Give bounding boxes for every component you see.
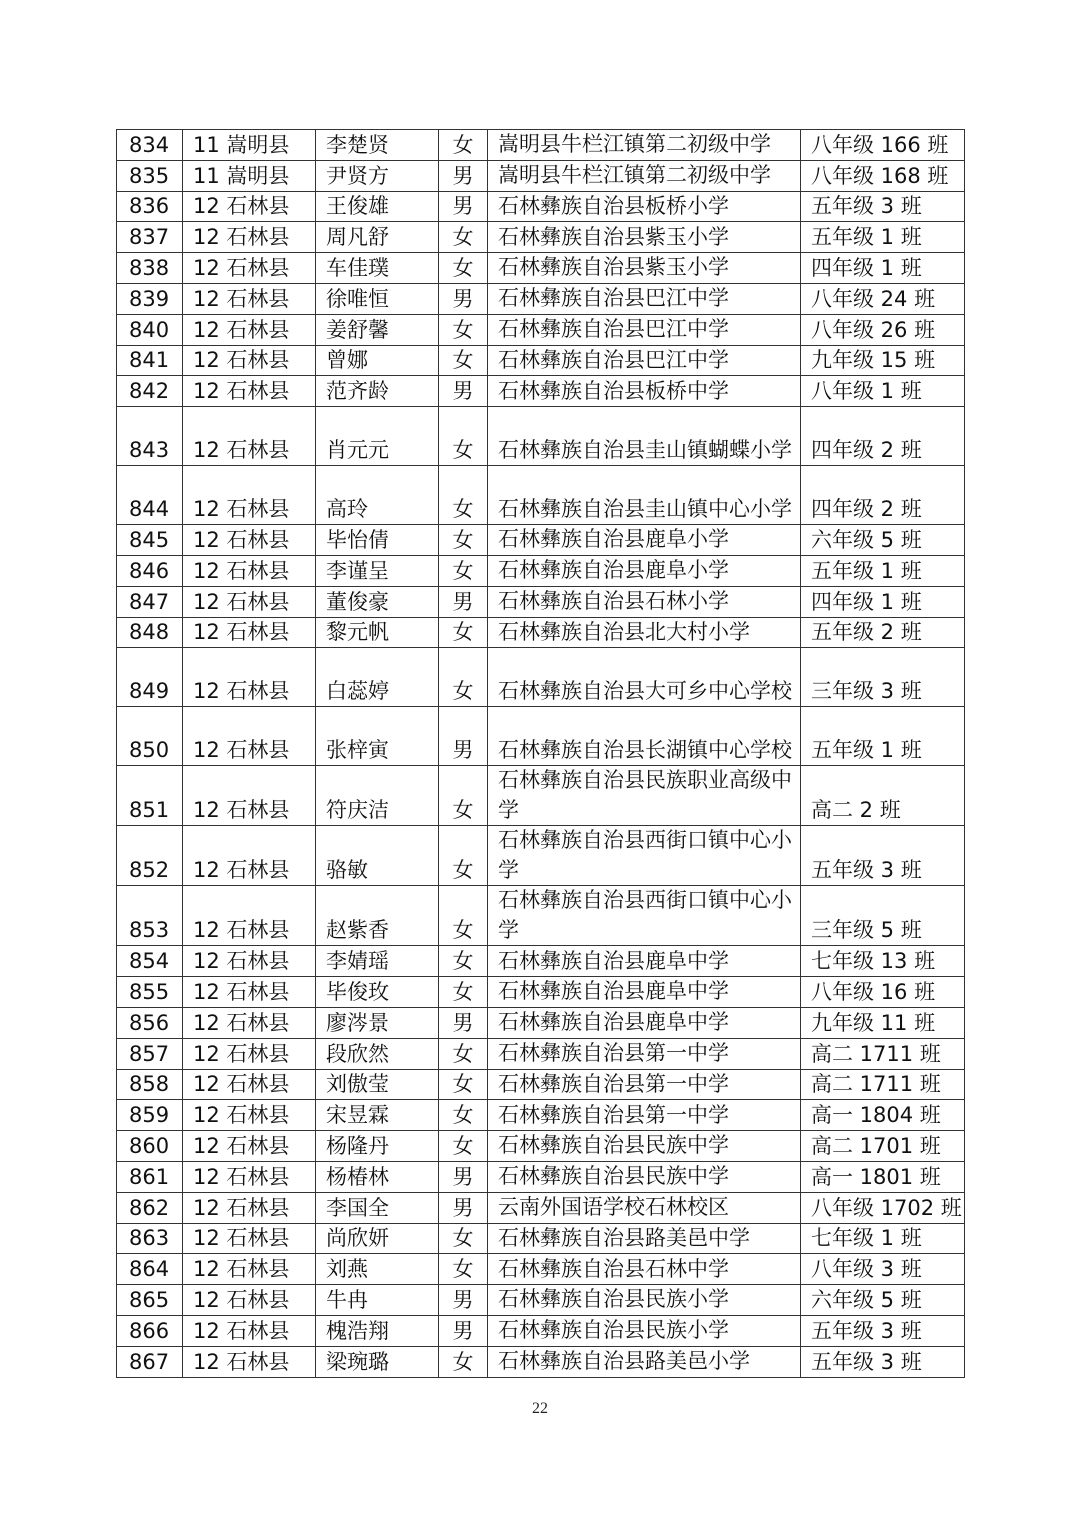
cell-class: 八年级 168 班: [801, 160, 965, 191]
table-row: [117, 826, 965, 886]
cell-class: 八年级 1 班: [801, 376, 965, 407]
cell-class: 三年级 3 班: [801, 648, 965, 707]
cell-class: 高二 2 班: [801, 766, 965, 826]
cell-school: 石林彝族自治县石林小学: [488, 586, 801, 617]
cell-number: 834: [117, 130, 183, 161]
cell-county: 12 石林县: [183, 766, 316, 826]
cell-gender: 女: [439, 648, 488, 707]
cell-school: 云南外国语学校石林校区: [488, 1192, 801, 1223]
cell-county: 12 石林县: [183, 466, 316, 525]
table-row: [117, 222, 965, 253]
cell-gender: 男: [439, 1315, 488, 1346]
cell-student-name: 毕怡倩: [316, 525, 439, 556]
cell-number: 858: [117, 1069, 183, 1100]
cell-county: 12 石林县: [183, 1161, 316, 1192]
cell-gender: 男: [439, 191, 488, 222]
cell-school: 石林彝族自治县大可乡中心学校: [488, 648, 801, 707]
cell-class: 五年级 2 班: [801, 617, 965, 648]
cell-county: 12 石林县: [183, 525, 316, 556]
cell-student-name: 王俊雄: [316, 191, 439, 222]
cell-class: 八年级 16 班: [801, 977, 965, 1008]
cell-county: 12 石林县: [183, 586, 316, 617]
cell-school: 石林彝族自治县路美邑中学: [488, 1223, 801, 1254]
cell-gender: 男: [439, 707, 488, 766]
table-row: [117, 466, 965, 525]
cell-school: 石林彝族自治县第一中学: [488, 1069, 801, 1100]
table-row: [117, 977, 965, 1008]
cell-county: 12 石林县: [183, 1100, 316, 1131]
cell-class: 七年级 13 班: [801, 946, 965, 977]
table-row: [117, 130, 965, 161]
cell-class: 高二 1701 班: [801, 1131, 965, 1162]
cell-gender: 女: [439, 946, 488, 977]
cell-number: 854: [117, 946, 183, 977]
cell-class: 高一 1801 班: [801, 1161, 965, 1192]
cell-number: 838: [117, 253, 183, 284]
cell-school: 石林彝族自治县鹿阜小学: [488, 525, 801, 556]
cell-school: 石林彝族自治县民族小学: [488, 1285, 801, 1316]
cell-gender: 男: [439, 1192, 488, 1223]
cell-school: 嵩明县牛栏江镇第二初级中学: [488, 130, 801, 161]
cell-school: 石林彝族自治县第一中学: [488, 1100, 801, 1131]
cell-number: 843: [117, 407, 183, 466]
cell-school: 石林彝族自治县鹿阜小学: [488, 555, 801, 586]
cell-number: 856: [117, 1007, 183, 1038]
cell-student-name: 范齐龄: [316, 376, 439, 407]
table-row: [117, 1192, 965, 1223]
table-row: [117, 525, 965, 556]
cell-county: 11 嵩明县: [183, 130, 316, 161]
cell-gender: 男: [439, 1161, 488, 1192]
cell-class: 高二 1711 班: [801, 1069, 965, 1100]
cell-school: 石林彝族自治县长湖镇中心学校: [488, 707, 801, 766]
cell-gender: 女: [439, 314, 488, 345]
cell-gender: 女: [439, 1254, 488, 1285]
cell-class: 高二 1711 班: [801, 1038, 965, 1069]
cell-county: 12 石林县: [183, 1254, 316, 1285]
cell-school: 石林彝族自治县巴江中学: [488, 345, 801, 376]
cell-class: 五年级 1 班: [801, 707, 965, 766]
cell-class: 五年级 3 班: [801, 1315, 965, 1346]
cell-class: 四年级 2 班: [801, 407, 965, 466]
cell-student-name: 廖涔景: [316, 1007, 439, 1038]
cell-student-name: 张梓寅: [316, 707, 439, 766]
table-row: [117, 1069, 965, 1100]
cell-class: 八年级 26 班: [801, 314, 965, 345]
cell-student-name: 李婧瑶: [316, 946, 439, 977]
cell-gender: 女: [439, 1346, 488, 1377]
cell-school: 石林彝族自治县鹿阜中学: [488, 977, 801, 1008]
cell-county: 12 石林县: [183, 977, 316, 1008]
cell-number: 836: [117, 191, 183, 222]
table-row: [117, 1346, 965, 1377]
table-row: [117, 314, 965, 345]
cell-student-name: 槐浩翔: [316, 1315, 439, 1346]
cell-gender: 男: [439, 283, 488, 314]
cell-class: 四年级 2 班: [801, 466, 965, 525]
cell-student-name: 李谨呈: [316, 555, 439, 586]
cell-number: 847: [117, 586, 183, 617]
cell-student-name: 尚欣妍: [316, 1223, 439, 1254]
cell-student-name: 骆敏: [316, 826, 439, 886]
cell-school: 石林彝族自治县北大村小学: [488, 617, 801, 648]
cell-school: 石林彝族自治县民族中学: [488, 1161, 801, 1192]
cell-student-name: 黎元帆: [316, 617, 439, 648]
cell-number: 850: [117, 707, 183, 766]
cell-number: 837: [117, 222, 183, 253]
cell-gender: 女: [439, 1100, 488, 1131]
cell-school: 石林彝族自治县板桥小学: [488, 191, 801, 222]
cell-school: 石林彝族自治县圭山镇蝴蝶小学: [488, 407, 801, 466]
table-row: [117, 1100, 965, 1131]
cell-gender: 女: [439, 1131, 488, 1162]
cell-class: 四年级 1 班: [801, 253, 965, 284]
cell-class: 八年级 166 班: [801, 130, 965, 161]
cell-student-name: 肖元元: [316, 407, 439, 466]
cell-gender: 女: [439, 1069, 488, 1100]
cell-county: 12 石林县: [183, 345, 316, 376]
cell-number: 844: [117, 466, 183, 525]
table-row: [117, 283, 965, 314]
table-row: [117, 586, 965, 617]
cell-gender: 男: [439, 160, 488, 191]
cell-class: 三年级 5 班: [801, 886, 965, 946]
cell-number: 865: [117, 1285, 183, 1316]
cell-school: 石林彝族自治县紫玉小学: [488, 253, 801, 284]
cell-county: 12 石林县: [183, 1007, 316, 1038]
cell-school: 石林彝族自治县路美邑小学: [488, 1346, 801, 1377]
cell-county: 12 石林县: [183, 407, 316, 466]
roster-body: [117, 130, 965, 1378]
cell-school: 石林彝族自治县板桥中学: [488, 376, 801, 407]
cell-county: 11 嵩明县: [183, 160, 316, 191]
cell-county: 12 石林县: [183, 1192, 316, 1223]
cell-number: 862: [117, 1192, 183, 1223]
cell-number: 861: [117, 1161, 183, 1192]
cell-number: 845: [117, 525, 183, 556]
cell-number: 846: [117, 555, 183, 586]
cell-student-name: 曾娜: [316, 345, 439, 376]
cell-number: 842: [117, 376, 183, 407]
cell-student-name: 梁琬璐: [316, 1346, 439, 1377]
cell-number: 853: [117, 886, 183, 946]
cell-class: 八年级 24 班: [801, 283, 965, 314]
table-row: [117, 648, 965, 707]
page-number: 22: [532, 1400, 548, 1417]
cell-gender: 男: [439, 376, 488, 407]
cell-number: 867: [117, 1346, 183, 1377]
cell-student-name: 尹贤方: [316, 160, 439, 191]
table-row: [117, 160, 965, 191]
cell-gender: 女: [439, 555, 488, 586]
cell-county: 12 石林县: [183, 222, 316, 253]
cell-number: 840: [117, 314, 183, 345]
cell-number: 851: [117, 766, 183, 826]
cell-gender: 女: [439, 617, 488, 648]
cell-gender: 女: [439, 130, 488, 161]
cell-gender: 女: [439, 1223, 488, 1254]
cell-class: 五年级 3 班: [801, 191, 965, 222]
cell-student-name: 杨隆丹: [316, 1131, 439, 1162]
cell-student-name: 牛冉: [316, 1285, 439, 1316]
table-row: [117, 253, 965, 284]
cell-class: 五年级 3 班: [801, 1346, 965, 1377]
cell-number: 852: [117, 826, 183, 886]
cell-county: 12 石林县: [183, 376, 316, 407]
cell-county: 12 石林县: [183, 826, 316, 886]
table-row: [117, 886, 965, 946]
cell-number: 860: [117, 1131, 183, 1162]
table-row: [117, 555, 965, 586]
cell-student-name: 白蕊婷: [316, 648, 439, 707]
cell-county: 12 石林县: [183, 1315, 316, 1346]
cell-class: 五年级 1 班: [801, 222, 965, 253]
student-roster-table: [116, 129, 965, 1378]
cell-class: 五年级 3 班: [801, 826, 965, 886]
cell-number: 864: [117, 1254, 183, 1285]
cell-county: 12 石林县: [183, 617, 316, 648]
cell-student-name: 车佳璞: [316, 253, 439, 284]
cell-school: 石林彝族自治县石林中学: [488, 1254, 801, 1285]
cell-gender: 女: [439, 886, 488, 946]
cell-student-name: 董俊豪: [316, 586, 439, 617]
table-row: [117, 766, 965, 826]
cell-student-name: 李楚贤: [316, 130, 439, 161]
table-row: [117, 1315, 965, 1346]
table-row: [117, 407, 965, 466]
cell-number: 835: [117, 160, 183, 191]
table-row: [117, 345, 965, 376]
cell-number: 841: [117, 345, 183, 376]
cell-school: 石林彝族自治县西街口镇中心小学: [488, 826, 801, 886]
cell-student-name: 段欣然: [316, 1038, 439, 1069]
cell-gender: 女: [439, 407, 488, 466]
table-row: [117, 707, 965, 766]
cell-student-name: 赵紫香: [316, 886, 439, 946]
cell-student-name: 徐唯恒: [316, 283, 439, 314]
table-row: [117, 617, 965, 648]
cell-school: 石林彝族自治县第一中学: [488, 1038, 801, 1069]
cell-gender: 女: [439, 253, 488, 284]
cell-student-name: 符庆洁: [316, 766, 439, 826]
cell-county: 12 石林县: [183, 191, 316, 222]
cell-county: 12 石林县: [183, 283, 316, 314]
cell-number: 859: [117, 1100, 183, 1131]
cell-number: 839: [117, 283, 183, 314]
cell-student-name: 杨椿林: [316, 1161, 439, 1192]
cell-school: 石林彝族自治县民族中学: [488, 1131, 801, 1162]
cell-class: 八年级 1702 班: [801, 1192, 965, 1223]
cell-gender: 女: [439, 1038, 488, 1069]
cell-class: 五年级 1 班: [801, 555, 965, 586]
cell-class: 八年级 3 班: [801, 1254, 965, 1285]
cell-school: 石林彝族自治县巴江中学: [488, 314, 801, 345]
table-row: [117, 1007, 965, 1038]
cell-student-name: 刘燕: [316, 1254, 439, 1285]
cell-number: 866: [117, 1315, 183, 1346]
table-row: [117, 1223, 965, 1254]
cell-county: 12 石林县: [183, 314, 316, 345]
cell-gender: 女: [439, 826, 488, 886]
cell-county: 12 石林县: [183, 555, 316, 586]
cell-number: 849: [117, 648, 183, 707]
cell-gender: 女: [439, 525, 488, 556]
cell-student-name: 周凡舒: [316, 222, 439, 253]
cell-student-name: 姜舒馨: [316, 314, 439, 345]
cell-county: 12 石林县: [183, 1346, 316, 1377]
cell-school: 嵩明县牛栏江镇第二初级中学: [488, 160, 801, 191]
cell-number: 855: [117, 977, 183, 1008]
cell-county: 12 石林县: [183, 946, 316, 977]
cell-student-name: 高玲: [316, 466, 439, 525]
cell-class: 六年级 5 班: [801, 525, 965, 556]
cell-class: 六年级 5 班: [801, 1285, 965, 1316]
cell-county: 12 石林县: [183, 253, 316, 284]
table-row: [117, 376, 965, 407]
cell-gender: 男: [439, 1007, 488, 1038]
cell-number: 863: [117, 1223, 183, 1254]
cell-class: 高一 1804 班: [801, 1100, 965, 1131]
cell-county: 12 石林县: [183, 707, 316, 766]
table-row: [117, 946, 965, 977]
table-row: [117, 191, 965, 222]
table-row: [117, 1285, 965, 1316]
cell-school: 石林彝族自治县巴江中学: [488, 283, 801, 314]
cell-class: 九年级 11 班: [801, 1007, 965, 1038]
cell-school: 石林彝族自治县西街口镇中心小学: [488, 886, 801, 946]
cell-county: 12 石林县: [183, 648, 316, 707]
cell-student-name: 李国全: [316, 1192, 439, 1223]
cell-class: 九年级 15 班: [801, 345, 965, 376]
cell-student-name: 刘傲莹: [316, 1069, 439, 1100]
table-row: [117, 1131, 965, 1162]
cell-gender: 女: [439, 345, 488, 376]
cell-school: 石林彝族自治县鹿阜中学: [488, 946, 801, 977]
cell-county: 12 石林县: [183, 1285, 316, 1316]
cell-student-name: 毕俊玫: [316, 977, 439, 1008]
cell-gender: 男: [439, 1285, 488, 1316]
table-row: [117, 1161, 965, 1192]
cell-county: 12 石林县: [183, 1131, 316, 1162]
cell-county: 12 石林县: [183, 1038, 316, 1069]
cell-number: 857: [117, 1038, 183, 1069]
cell-gender: 女: [439, 977, 488, 1008]
table-row: [117, 1038, 965, 1069]
cell-number: 848: [117, 617, 183, 648]
cell-class: 七年级 1 班: [801, 1223, 965, 1254]
cell-school: 石林彝族自治县民族职业高级中学: [488, 766, 801, 826]
cell-gender: 女: [439, 466, 488, 525]
cell-gender: 女: [439, 766, 488, 826]
cell-gender: 女: [439, 222, 488, 253]
cell-school: 石林彝族自治县紫玉小学: [488, 222, 801, 253]
table-row: [117, 1254, 965, 1285]
cell-school: 石林彝族自治县民族小学: [488, 1315, 801, 1346]
cell-county: 12 石林县: [183, 1069, 316, 1100]
cell-gender: 男: [439, 586, 488, 617]
cell-county: 12 石林县: [183, 1223, 316, 1254]
cell-student-name: 宋昱霖: [316, 1100, 439, 1131]
cell-county: 12 石林县: [183, 886, 316, 946]
cell-school: 石林彝族自治县鹿阜中学: [488, 1007, 801, 1038]
cell-school: 石林彝族自治县圭山镇中心小学: [488, 466, 801, 525]
cell-class: 四年级 1 班: [801, 586, 965, 617]
